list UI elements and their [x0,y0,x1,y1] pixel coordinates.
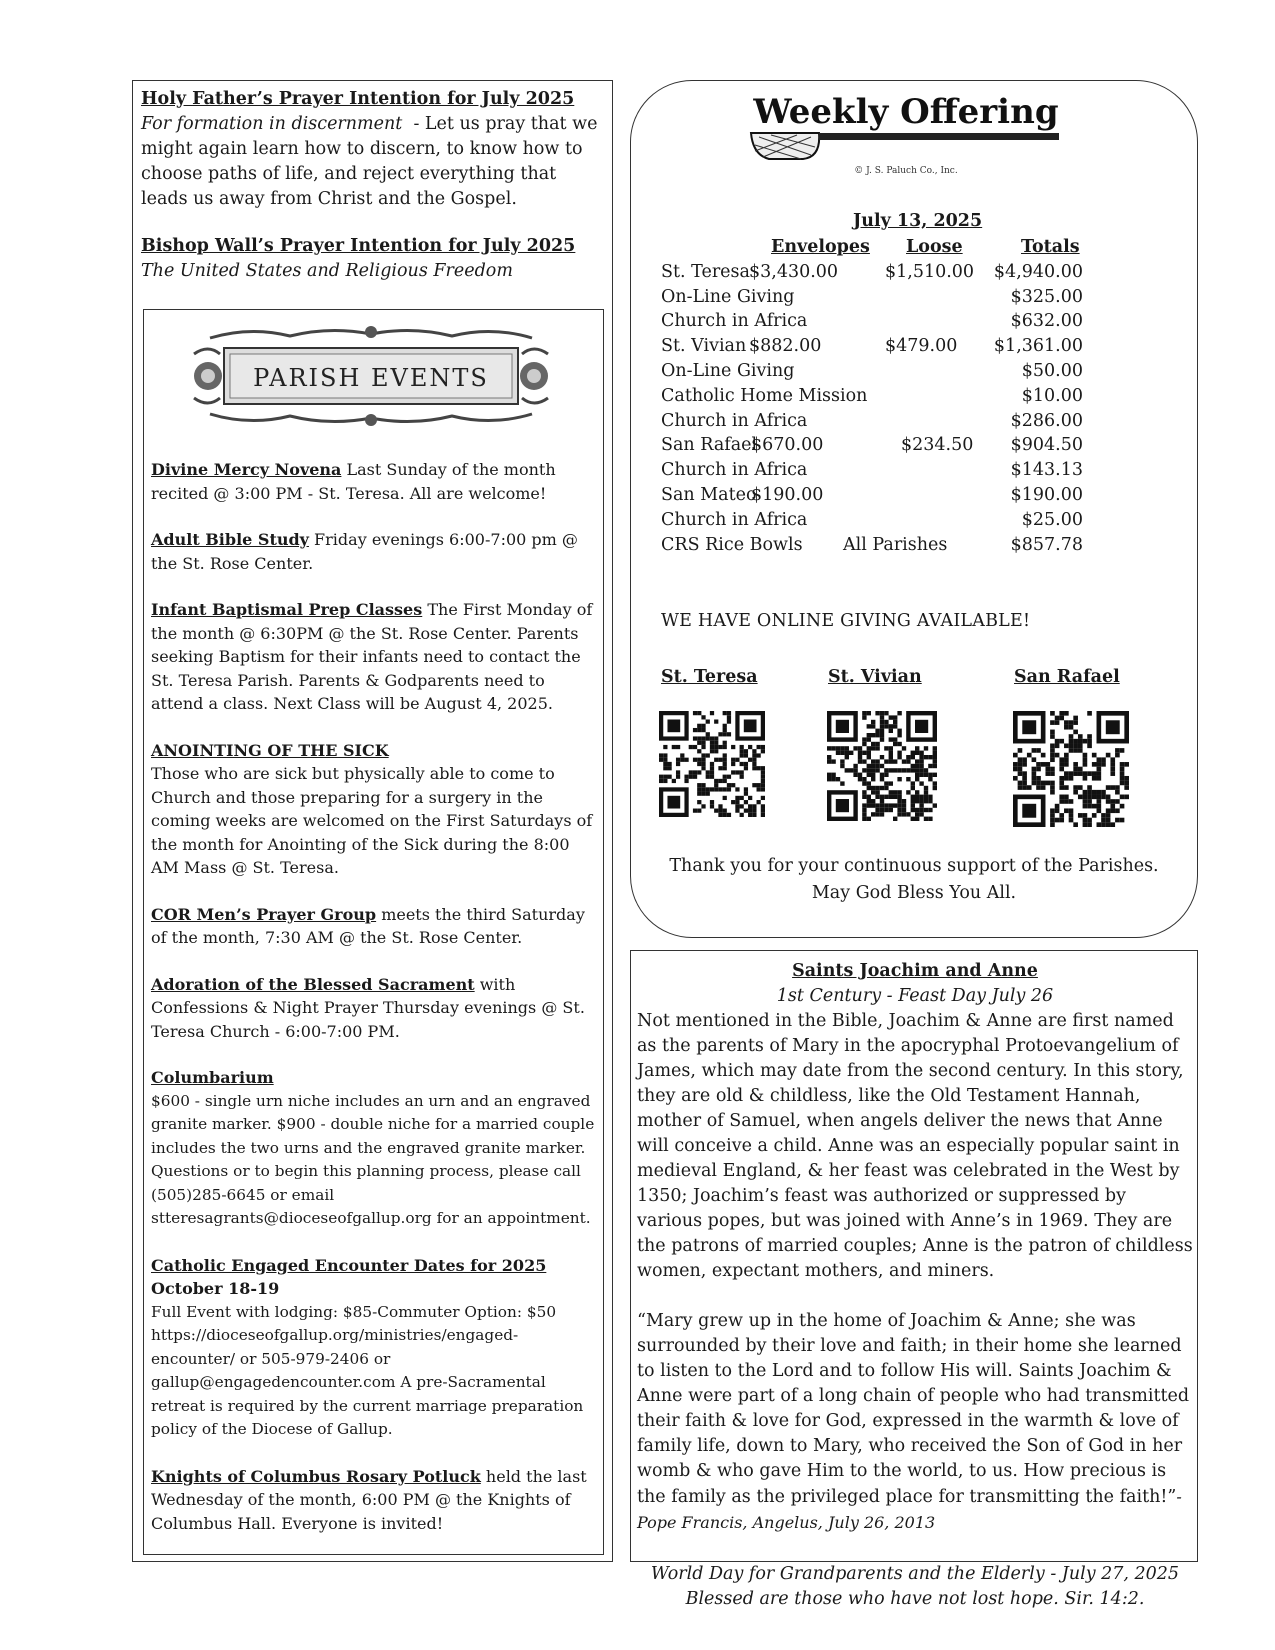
bishop-title: Bishop Wall’s Prayer Intention for July 2025 [141,236,576,256]
event-title: Columbarium [151,1068,274,1087]
event-divine-mercy [151,458,596,505]
event-text: with Confessions & Night Prayer Thursday evenings @ St. Teresa Church - 6:00-7:00 PM. [151,974,585,1041]
header-envelopes: Envelopes [771,237,870,257]
event-text: Those who are sick but physically able to come to Church and those preparing for a surgery in the coming weeks are welcomed on the First Saturdays of the month for Anointing of the Sick during the 8:00 AM Mass @ St. Teresa. [151,764,593,877]
saints-title: Saints Joachim and Anne [792,961,1038,981]
saints-quote [637,1309,1193,1536]
online-giving-text: WE HAVE ONLINE GIVING AVAILABLE! [661,611,1031,631]
parish-events-box [143,309,604,1555]
event-kofc-potluck [151,1465,596,1536]
event-title: COR Men’s Prayer Group [151,904,377,924]
event-adoration [151,973,596,1044]
weekly-offering-logo [741,89,1071,177]
event-text: Full Event with lodging: $85-Commuter Option: $50 https://dioceseofgallup.org/ministries/engaged-encounter/ or 505-979-2406 or gallup@engagedencounter.com A pre-Sacramental retreat is required by the current marriage preparation policy of the Diocese of Gallup. [151,1302,584,1438]
saints-box [630,950,1198,1609]
event-title: Adult Bible Study [151,530,309,549]
event-text: Last Sunday of the month recited @ 3:00 PM - St. Teresa. All are welcome! [151,460,556,503]
event-title: Catholic Engaged Encounter Dates for 2025 [151,1255,547,1275]
prayer-intentions [141,87,606,284]
left-column [132,80,613,1562]
events-list [151,458,596,1558]
event-cor-mens-group [151,903,596,950]
thanks-line-2: May God Bless You All. [811,883,1017,903]
header-loose: Loose [906,237,963,257]
event-text: meets the third Saturday of the month, 7:30 AM @ the St. Rose Center. [151,904,585,947]
saints-footer-1: World Day for Grandparents and the Elderly - July 27, 2025 [650,1564,1180,1584]
event-engaged-encounter [151,1254,596,1442]
event-subtitle: October 18-19 [151,1279,280,1298]
collection-basket-icon [741,89,1071,177]
saints-content [637,959,1193,1612]
events-banner-text: PARISH EVENTS [253,364,489,392]
event-title: Divine Mercy Novena [151,460,342,479]
event-anointing [151,739,596,880]
holy-father-title: Holy Father’s Prayer Intention for July 2025 [141,89,575,109]
holy-father-theme: For formation in discernment [141,114,403,134]
qr-label-st-teresa: St. Teresa [661,667,758,687]
bishop-text: The United States and Religious Freedom [141,261,513,281]
event-title: ANOINTING OF THE SICK [151,740,389,760]
qr-code-icon[interactable] [659,711,765,817]
saints-subtitle: 1st Century - Feast Day July 26 [776,986,1054,1006]
holy-father-text: - Let us pray that we might again learn how to discern, to know how to choose paths of life, and reject everything that leads us away from Christ and the Gospel. [141,114,598,209]
ornament-frame-icon [190,324,552,428]
thanks-line-1: Thank you for your continuous support of the Parishes. [669,856,1159,876]
qr-code-icon[interactable] [827,711,937,821]
event-baptismal-prep [151,598,596,716]
saints-footer-2: Blessed are those who have not lost hope. Sir. 14:2. [685,1589,1145,1609]
event-text: $600 - single urn niche includes an urn and an engraved granite marker. $900 - double niche for a married couple includes the two urns and the engraved granite marker. Questions or to begin this planning process, please call (505)285-6645 or email stteresagrants@dioceseofgallup.org for an appointment. [151,1091,595,1227]
saints-paragraph: Not mentioned in the Bible, Joachim & Anne are first named as the parents of Mary in the apocryphal Protoevangelium of James, which may date from the second century. In this story, they are old & childless, like the Old Testament Hannah, mother of Samuel, when angels deliver the news that Anne will conceive a child. Anne was an especially popular saint in medieval England, & her feast was celebrated in the West by 1350; Joachim’s feast was authorized or suppressed by various popes, but was joined with Anne’s in 1969. They are the patrons of married couples; Anne is the patron of childless women, expectant mothers, and miners. [637,1011,1193,1281]
event-text: Friday evenings 6:00-7:00 pm @ the St. Rose Center. [151,530,578,573]
event-columbarium [151,1066,596,1231]
weekly-offering-box: Weekly Offering © J. S. Paluch Co., Inc. July 13, 2025 Envelopes Loose Totals St. Teresa $3,430.00 $1,510.00 $4,940.00 On-Line Giving $325.00 Church in Africa $632.00 St. Vivian $882.00 $479.00 $1,361.00 On-Line Giving $50.00 Catholic Home Mission $10.00 Church in Africa $286.00 San Rafael $670.00 $234.50 $904.50 Church in Africa $143.13 San Mateo $190.00 $190.00 Church in Africa $25.00 CRS Rice Bowls All Parishes $857.78 WE HAVE ONLINE GIVING AVAILABLE! St. Teresa St. Vivian San Rafael Thank you for your continuous support of the Parishes. May God Bless You All. [630,80,1198,938]
offering-title-text: Weekly Offering [753,92,1059,132]
thank-you-note [631,853,1197,907]
qr-code-icon[interactable] [1013,711,1129,827]
event-text: The First Monday of the month @ 6:30PM @ the St. Rose Center. Parents seeking Baptism for their infants need to contact the St. Teresa Parish. Parents & Godparents need to attend a class. Next Class will be August 4, 2025. [151,600,593,713]
qr-label-san-rafael: San Rafael [1014,667,1120,687]
quote-attribution: - Pope Francis, Angelus, July 26, 2013 [637,1487,1182,1532]
qr-label-st-vivian: St. Vivian [828,667,922,687]
holy-father-intention [141,112,606,212]
event-title: Adoration of the Blessed Sacrament [151,974,475,994]
event-text: held the last Wednesday of the month, 6:00 PM @ the Knights of Columbus Hall. Everyone is invited! [151,1466,587,1533]
event-title: Knights of Columbus Rosary Potluck [151,1466,481,1486]
offering-date: July 13, 2025 [853,211,983,231]
quote-text: “Mary grew up in the home of Joachim & Anne; she was surrounded by their love and faith; in their home she learned to listen to the Lord and to follow His will. Saints Joachim & Anne were part of a long chain of people who had transmitted their faith & love for God, expressed in the warmth & love of family life, down to Mary, who received the Son of God in her womb & who gave Him to the world, to us. How precious is the family as the privileged place for transmitting the faith!” [637,1311,1190,1507]
offering-credit: © J. S. Paluch Co., Inc. [854,166,958,176]
event-bible-study [151,528,596,575]
header-totals: Totals [1021,237,1080,257]
event-title: Infant Baptismal Prep Classes [151,600,423,619]
parish-events-banner [190,324,552,428]
